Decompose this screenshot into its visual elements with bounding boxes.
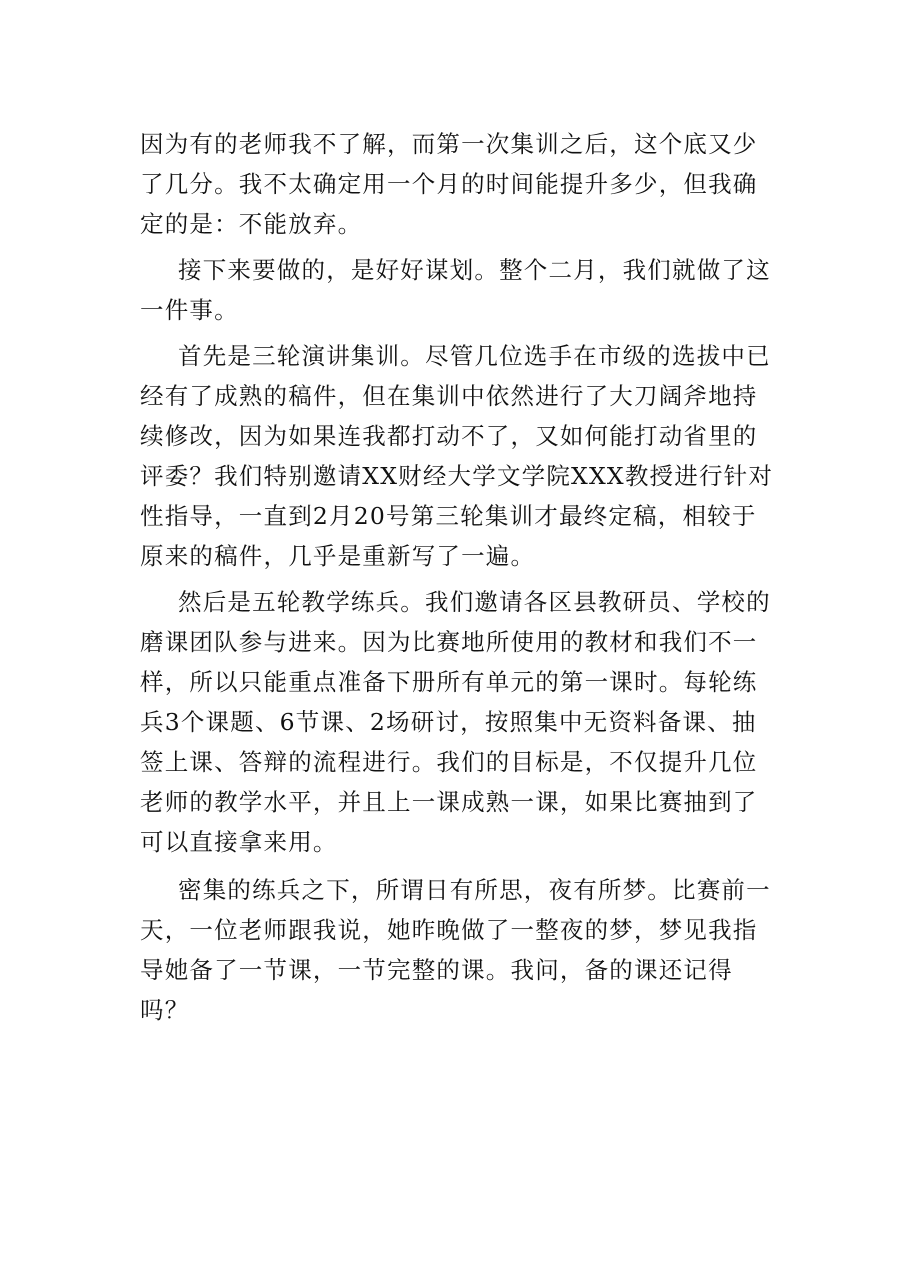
paragraph-2: 接下来要做的，是好好谋划。整个二月，我们就做了这一件事。	[140, 256, 771, 324]
paragraph-5: 密集的练兵之下，所谓日有所思，夜有所梦。比赛前一天，一位老师跟我说，她昨晚做了一整夜的梦，梦见我指导她备了一节课，一节完整的课。我问，备的课还记得吗？	[140, 876, 771, 1024]
paragraph-3: 首先是三轮演讲集训。尽管几位选手在市级的选拔中已经有了成熟的稿件，但在集训中依然进行了大刀阔斧地持续修改，因为如果连我都打动不了，又如何能打动省里的评委？我们特别邀请XX财经大学文学院XXX教授进行针对性指导，一直到2月20号第三轮集训才最终定稿，相较于原来的稿件，几乎是重新写了一遍。	[140, 342, 774, 570]
document-body	[140, 124, 780, 1030]
paragraph-1: 因为有的老师我不了解，而第一次集训之后，这个底又少了几分。我不太确定用一个月的时间能提升多少，但我确定的是：不能放弃。	[140, 130, 758, 238]
paragraph-4: 然后是五轮教学练兵。我们邀请各区县教研员、学校的磨课团队参与进来。因为比赛地所使用的教材和我们不一样，所以只能重点准备下册所有单元的第一课时。每轮练兵3个课题、6节课、2场研讨，按照集中无资料备课、抽签上课、答辩的流程进行。我们的目标是，不仅提升几位老师的教学水平，并且上一课成熟一课，如果比赛抽到了可以直接拿来用。	[140, 588, 771, 856]
